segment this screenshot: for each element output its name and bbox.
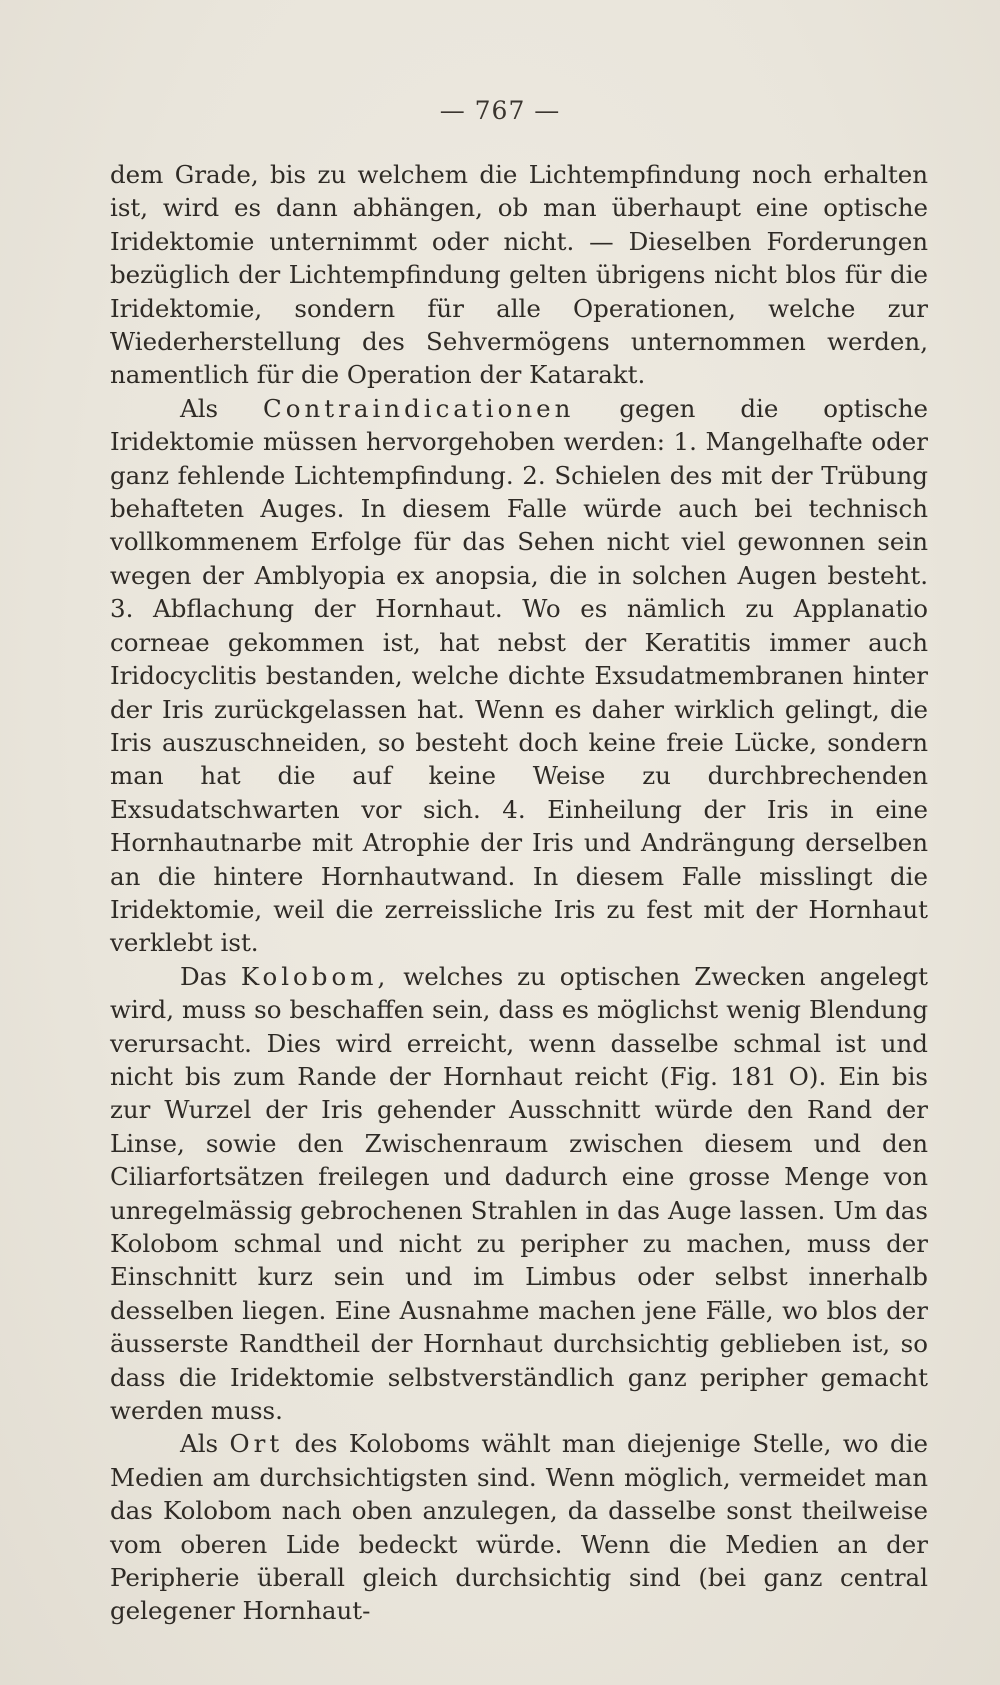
paragraph-text: des Koloboms wählt man diejenige Stelle, wo die Medien am durchsichtigsten sind. Wenn möglich, vermeidet man das Kolobom nach oben anzulegen, da dasselbe sonst theilweise vom oberen Lide bedeckt würde. Wenn die Medien an der Peripherie überall gleich durchsichtig sind (bei ganz central gelegener Hornhaut- [110,1429,928,1626]
page-number: — 767 — [439,96,561,125]
paragraph-lead: Als [180,1429,219,1459]
body-text [110,158,928,1628]
paragraph-2 [110,392,928,960]
paragraph-text: gegen die optische Iridektomie müssen hervorgehoben werden: 1. Mangelhafte oder ganz fehlende Lichtempfindung. 2. Schielen des mit der Trübung behafteten Auges. In diesem Falle würde auch bei technisch vollkommenem Erfolge für das Sehen nicht viel gewonnen sein wegen der Amblyopia ex anopsia, die in solchen Augen besteht. 3. Abflachung der Hornhaut. Wo es nämlich zu Applanatio corneae gekommen ist, hat nebst der Keratitis immer auch Iridocyclitis bestanden, welche dichte Exsudatmembranen hinter der Iris zurückgelassen hat. Wenn es daher wirklich gelingt, die Iris auszuschneiden, so besteht doch keine freie Lücke, sondern man hat die auf keine Weise zu durchbrechenden Exsudatschwarten vor sich. 4. Einheilung der Iris in eine Hornhautnarbe mit Atrophie der Iris und Andrängung derselben an die hintere Hornhautwand. In diesem Falle misslingt die Iridektomie, weil die zerreissliche Iris zu fest mit der Hornhaut verklebt ist. [110,393,928,958]
paragraph-3 [110,960,928,1428]
paragraph-lead: Das [180,961,227,991]
paragraph-lead: Als [180,393,219,423]
paragraph-text: welches zu optischen Zwecken angelegt wird, muss so beschaffen sein, dass es möglichst wenig Blendung verursacht. Dies wird erreicht, wenn dasselbe schmal ist und nicht bis zum Rande der Hornhaut reicht (Fig. 181 O). Ein bis zur Wurzel der Iris gehender Ausschnitt würde den Rand der Linse, sowie den Zwischenraum zwischen diesem und den Ciliarfortsätzen freilegen und dadurch eine grosse Menge von unregelmässig gebrochenen Strahlen in das Auge lassen. Um das Kolobom schmal und nicht zu peripher zu machen, muss der Einschnitt kurz sein und im Limbus oder selbst innerhalb desselben liegen. Eine Ausnahme machen jene Fälle, wo blos der äusserste Randtheil der Hornhaut durchsichtig geblieben ist, so dass die Iridektomie selbstverständlich ganz peripher gemacht werden muss. [110,961,929,1426]
spaced-term: Kolobom, [240,961,390,991]
paragraph-1 [110,158,928,392]
paragraph-text: dem Grade, bis zu welchem die Lichtempfindung noch erhalten ist, wird es dann abhängen, ob man überhaupt eine optische Iridektomie unternimmt oder nicht. — Dieselben Forderungen bezüglich der Lichtempfindung gelten übrigens nicht blos für die Iridektomie, sondern für alle Operationen, welche zur Wiederherstellung des Sehvermögens unternommen werden, namentlich für die Operation der Katarakt. [110,160,928,390]
paragraph-4 [110,1427,928,1627]
spaced-term: Contraindicationen [263,393,575,423]
spaced-term: Ort [229,1429,284,1459]
